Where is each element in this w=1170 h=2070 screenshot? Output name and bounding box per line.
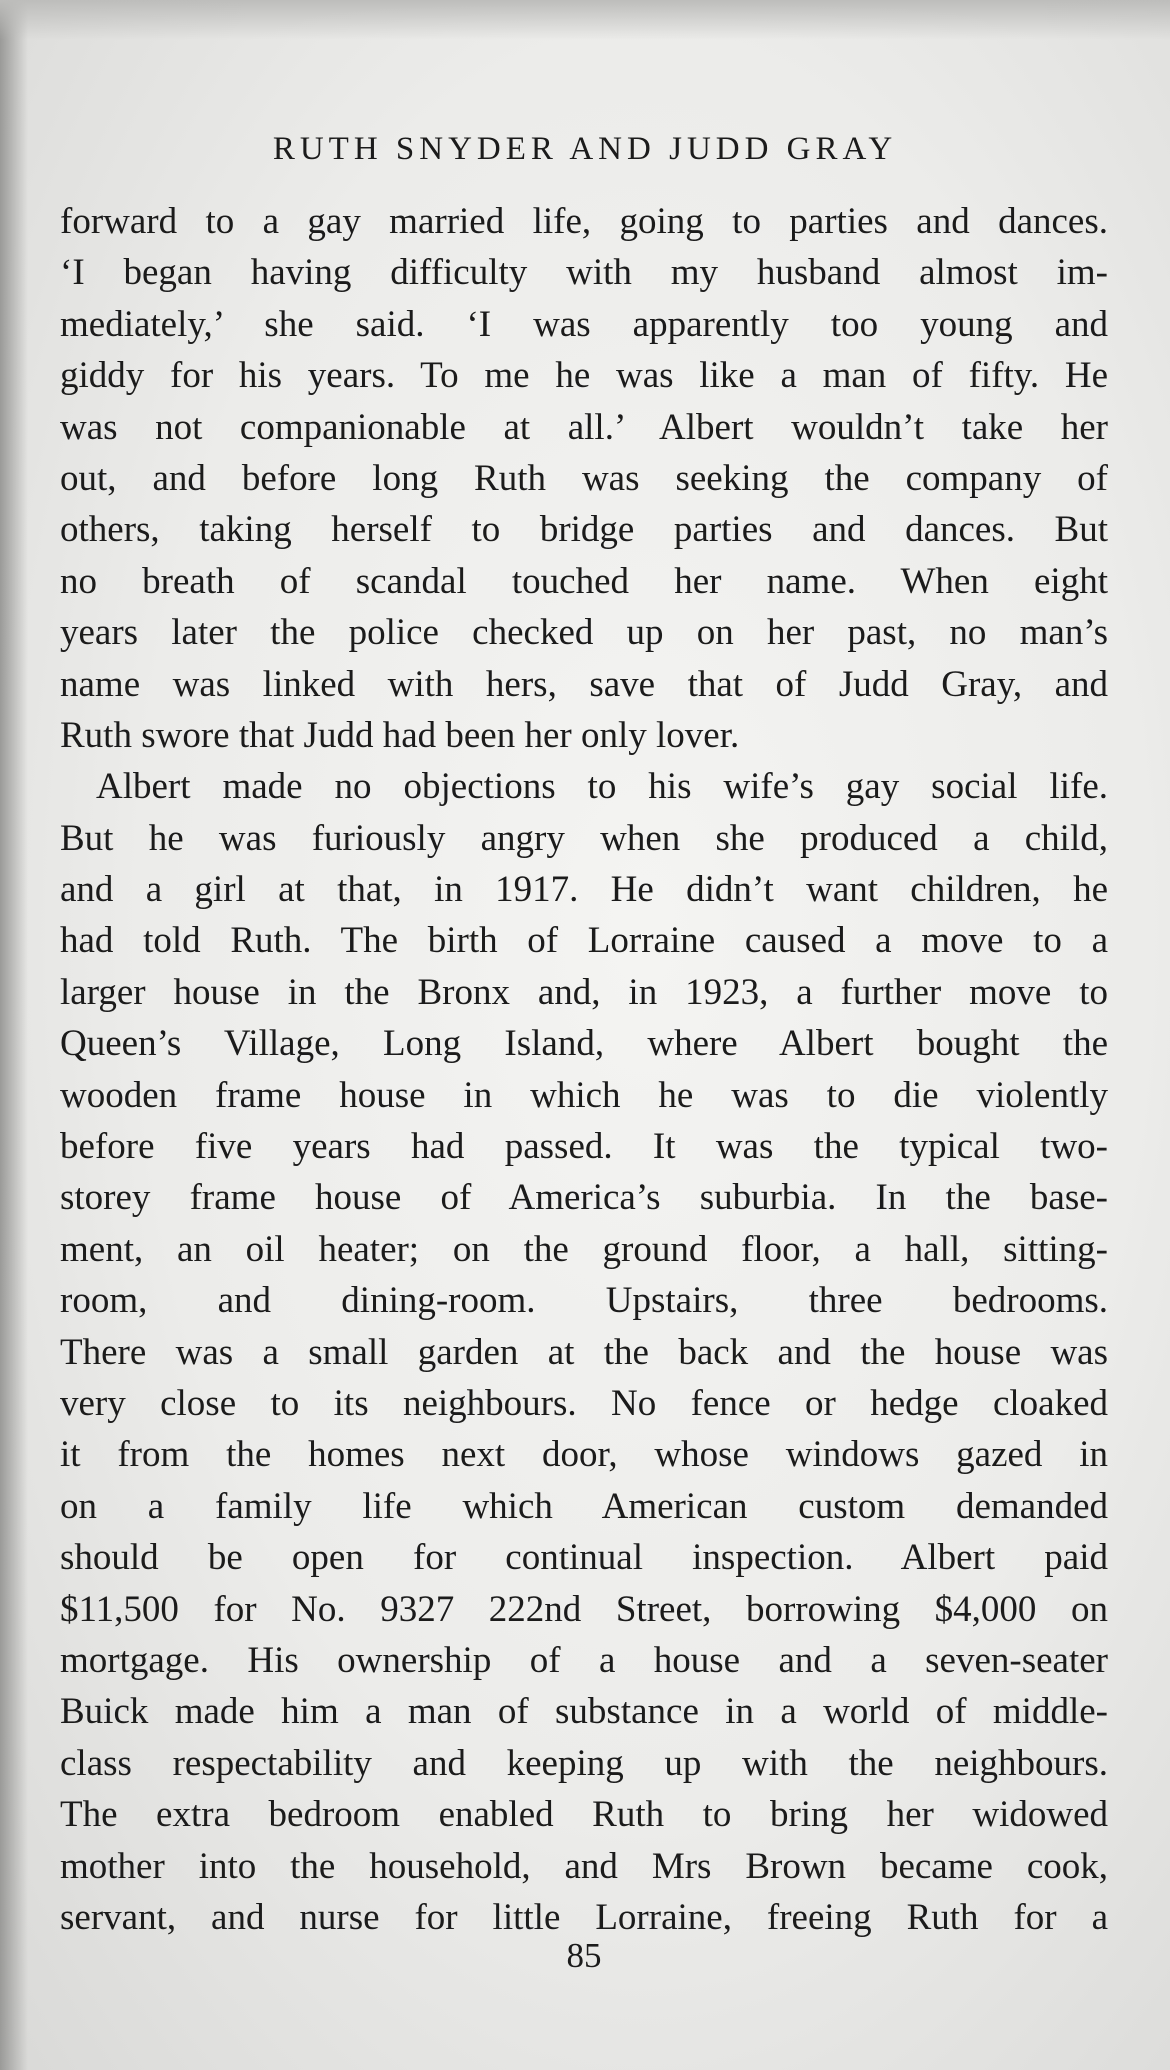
text-line: larger house in the Bronx and, in 1923, a further move to xyxy=(60,971,1108,1013)
text-line: on a family life which American custom demanded xyxy=(60,1485,1108,1527)
text-line: it from the homes next door, whose windows gazed in xyxy=(60,1434,1108,1476)
text-line: mother into the household, and Mrs Brown became cook, xyxy=(60,1845,1108,1887)
text-line: and a girl at that, in 1917. He didn’t want children, he xyxy=(60,869,1108,911)
text-line: very close to its neighbours. No fence or hedge cloaked xyxy=(60,1382,1108,1424)
text-line: had told Ruth. The birth of Lorraine caused a move to a xyxy=(60,920,1108,962)
page-number: 85 xyxy=(566,1936,602,1975)
text-line: room, and dining-room. Upstairs, three bedrooms. xyxy=(60,1280,1108,1322)
text-line: mediately,’ she said. ‘I was apparently too young and xyxy=(60,303,1108,345)
text-line: The extra bedroom enabled Ruth to bring her widowed xyxy=(60,1794,1108,1836)
text-line: before five years had passed. It was the typical two- xyxy=(60,1126,1108,1168)
text-line: $11,500 for No. 9327 222nd Street, borrowing $4,000 on xyxy=(60,1588,1108,1630)
text-line: wooden frame house in which he was to die violently xyxy=(60,1074,1108,1116)
text-line: giddy for his years. To me he was like a man of fifty. He xyxy=(60,355,1108,397)
text-line: mortgage. His ownership of a house and a seven-seater xyxy=(60,1639,1108,1681)
text-line: name was linked with hers, save that of Judd Gray, and xyxy=(60,663,1108,705)
text-line: ment, an oil heater; on the ground floor, a hall, sitting- xyxy=(60,1228,1108,1270)
text-line: Queen’s Village, Long Island, where Albert bought the xyxy=(60,1023,1108,1065)
text-line: Buick made him a man of substance in a world of middle- xyxy=(60,1691,1108,1733)
text-line: But he was furiously angry when she produced a child, xyxy=(60,817,1108,859)
text-line: ‘I began having difficulty with my husband almost im- xyxy=(60,252,1108,294)
paragraph-start-line: Albert made no objections to his wife’s gay social life. xyxy=(96,766,1108,808)
running-head: RUTH SNYDER AND JUDD GRAY xyxy=(272,131,898,167)
text-line: storey frame house of America’s suburbia. In the base- xyxy=(60,1177,1108,1219)
body-text xyxy=(60,196,1108,1943)
text-line: should be open for continual inspection. Albert paid xyxy=(60,1537,1108,1579)
text-line: no breath of scandal touched her name. When eight xyxy=(60,560,1108,602)
text-line: out, and before long Ruth was seeking the company of xyxy=(60,457,1108,499)
text-line: There was a small garden at the back and the house was xyxy=(60,1331,1108,1373)
paragraph-end-line: Ruth swore that Judd had been her only lover. xyxy=(60,714,740,756)
text-line: forward to a gay married life, going to parties and dances. xyxy=(60,201,1108,242)
text-line: class respectability and keeping up with the neighbours. xyxy=(60,1742,1108,1784)
text-line: servant, and nurse for little Lorraine, freeing Ruth for a xyxy=(60,1896,1108,1938)
text-line: was not companionable at all.’ Albert wouldn’t take her xyxy=(60,406,1108,448)
text-line: years later the police checked up on her past, no man’s xyxy=(60,612,1108,654)
text-line: others, taking herself to bridge parties and dances. But xyxy=(60,509,1108,551)
